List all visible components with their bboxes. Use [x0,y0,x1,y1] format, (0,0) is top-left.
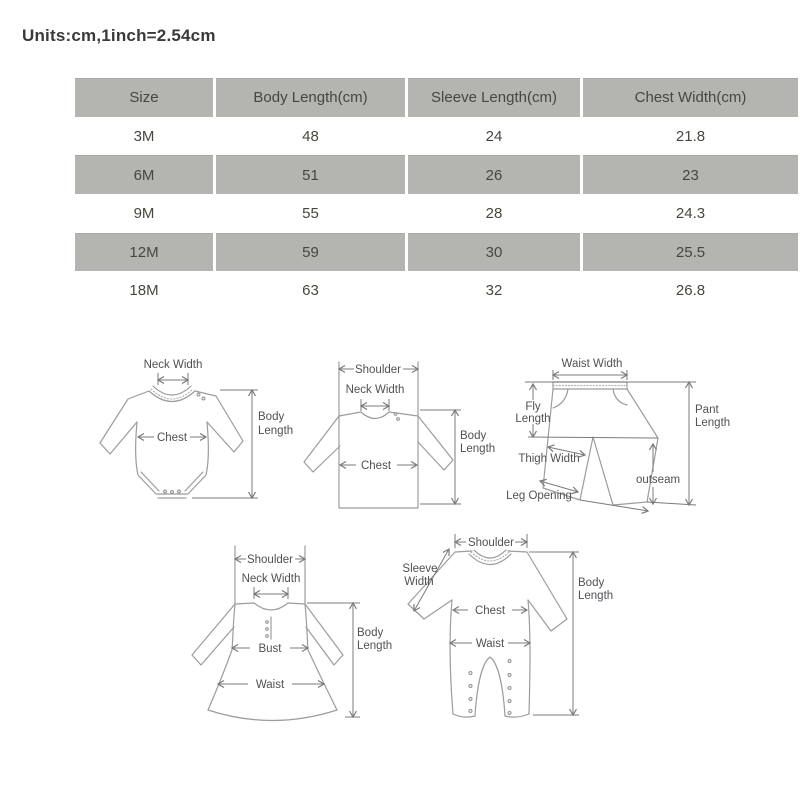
shoulders [455,551,527,552]
body-length-label: Length [258,425,294,437]
sweater-diagram [298,352,508,514]
dress-diagram [182,528,400,736]
waist-label: Waist [255,679,285,691]
table-cell: 55 [302,204,319,222]
neckline [339,412,418,419]
shoulder-label: Shoulder [467,537,515,549]
table-cell: 28 [485,204,503,222]
snap-button [508,700,511,703]
right-sleeve [418,416,453,470]
leg-hems [453,714,529,717]
chest-label: Chest [156,432,188,444]
table-cell: 6M [75,155,213,194]
sleeve-width-label: Width [404,576,434,588]
sleeve-width-label: Sleeve [402,563,438,575]
body-length-label: Body [357,627,384,639]
table-cell: 25.5 [583,233,798,272]
bust-label: Bust [258,643,282,655]
size-chart-table [75,78,798,310]
table-cell: 24.3 [675,204,706,222]
body-length-label: Body [460,430,487,442]
left-sleeve [100,391,149,454]
romper-diagram [398,522,623,747]
hem [208,710,337,721]
column-header-chest: Chest Width(cm) [583,78,798,117]
table-cell: 26.8 [675,282,706,300]
placket-button [266,621,269,624]
right-sleeve [195,391,243,452]
pant-length-label: Length [695,417,731,429]
body-length-label: Length [578,590,614,602]
table-cell: 48 [302,127,319,145]
leg-opening-label: Leg Opening [506,490,572,502]
table-cell: 24 [485,127,503,145]
snap-button [508,674,511,677]
fly-length-label: Fly [525,401,541,413]
body-length-label: Length [357,640,393,652]
snap-button [508,660,511,663]
pant-length-label: Pant [695,404,719,416]
body-length-label: Length [460,443,496,455]
romper-dimension-lines [414,534,579,715]
snap-button [164,490,167,493]
waist-width-label: Waist Width [561,358,623,370]
thigh-width-label: Thigh Width [518,453,580,465]
waist-label: Waist [475,638,505,650]
placket-button [266,628,269,631]
snap-button [178,490,181,493]
shoulder-label: Shoulder [354,364,402,376]
table-cell: 12M [75,233,213,272]
body-length-label: Body [258,411,285,423]
snap-button [469,710,472,713]
table-cell: 26 [408,155,580,194]
left-sleeve [304,416,340,472]
placket-button [266,635,269,638]
table-cell: 21.8 [675,127,706,145]
snap-button [469,672,472,675]
shoulder-button [202,397,205,400]
snap-button [508,712,511,715]
left-sleeve [192,604,235,665]
table-cell: 63 [302,282,319,300]
bodysuit-diagram [92,352,302,512]
legs [543,389,658,505]
snap-button [171,491,174,494]
right-sleeve [527,552,567,631]
page-title: Units:cm,1inch=2.54cm [22,26,216,45]
table-cell: 23 [583,155,798,194]
right-side [305,604,337,710]
shoulder-label: Shoulder [246,554,294,566]
neck-width-label: Neck Width [241,573,301,585]
snap-button [508,687,511,690]
neck-width-label: Neck Width [345,384,405,396]
table-cell: 18M [129,282,159,300]
pockets [553,389,627,408]
chest-label: Chest [474,605,506,617]
chest-label: Chest [360,460,392,472]
shoulder-button [197,393,200,396]
shoulder-button [394,413,397,416]
table-cell: 51 [216,155,405,194]
fly-length-label: Length [515,413,551,425]
table-cell: 9M [133,204,155,222]
shoulder-button [397,418,400,421]
neckline [235,603,305,610]
column-header-body: Body Length(cm) [216,78,405,117]
body-length-label: Body [578,577,605,589]
pants-diagram [505,352,740,524]
column-header-size: Size [75,78,213,117]
inseam [475,657,505,716]
table-cell: 3M [133,127,155,145]
table-cell: 30 [408,233,580,272]
neck-width-label: Neck Width [143,359,203,371]
table-cell: 59 [216,233,405,272]
collar [469,550,511,565]
column-header-sleeve: Sleeve Length(cm) [408,78,580,117]
outseam-label: outseam [635,474,681,486]
table-cell: 32 [485,282,503,300]
snap-button [469,698,472,701]
snap-button [469,685,472,688]
